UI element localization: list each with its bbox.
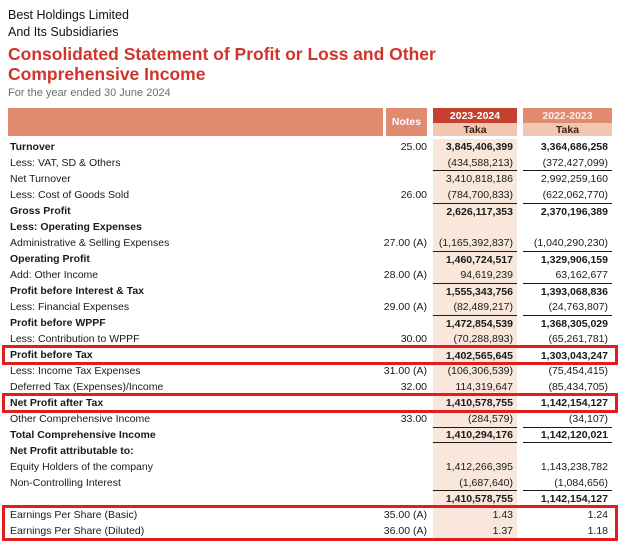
row-label: Less: Income Tax Expenses [10, 365, 141, 377]
row-notes: 33.00 [400, 413, 427, 425]
value-2023-2024: 3,845,406,399 [433, 139, 517, 155]
row-label: Less: Cost of Goods Sold [10, 189, 130, 201]
value-2022-2023: 1,142,120,021 [523, 427, 612, 443]
row-notes [386, 155, 427, 171]
row-label: Deferred Tax (Expenses)/Income [10, 381, 164, 393]
highlight-box-profit-before-tax [8, 347, 612, 363]
row-notes [386, 347, 427, 363]
row-notes: 28.00 (A) [383, 269, 427, 281]
table-row [8, 235, 612, 251]
row-notes: 32.00 [400, 381, 427, 393]
row-notes: 31.00 (A) [383, 365, 427, 377]
value-2023-2024: 1,410,578,755 [433, 395, 517, 411]
value-2023-2024: 94,619,239 [433, 267, 517, 283]
highlight-box-net-profit-after-tax [8, 395, 612, 411]
value-2023-2024: 1.43 [433, 507, 517, 523]
table-row [8, 315, 612, 331]
value-2022-2023: (372,427,099) [523, 155, 612, 171]
row-notes [386, 491, 427, 507]
row-label: Other Comprehensive Income [10, 413, 151, 425]
table-row [8, 411, 612, 427]
row-notes [386, 315, 427, 331]
value-2022-2023: (622,062,770) [542, 189, 608, 201]
table-row [8, 363, 612, 379]
profit-loss-table [8, 108, 612, 539]
value-2023-2024: (70,288,893) [433, 331, 517, 347]
value-2023-2024: (784,700,833) [433, 187, 517, 203]
value-2023-2024: (284,579) [433, 411, 517, 427]
value-2023-2024: (82,489,217) [433, 299, 517, 315]
header-label-cell [8, 108, 383, 136]
value-2023-2024: 1,460,724,517 [433, 251, 517, 267]
table-body [8, 139, 612, 539]
value-2022-2023: (75,454,415) [548, 365, 608, 377]
row-label: Add: Other Income [10, 269, 99, 281]
value-2023-2024: 2,626,117,353 [433, 203, 517, 219]
period-line: For the year ended 30 June 2024 [8, 87, 171, 99]
table-row [8, 523, 612, 539]
value-2022-2023: (24,763,807) [548, 301, 608, 313]
table-row [8, 139, 612, 155]
row-notes [386, 219, 427, 235]
value-2023-2024: (1,687,640) [433, 475, 517, 491]
row-notes [386, 203, 427, 219]
row-label: Earnings Per Share (Basic) [10, 509, 138, 521]
table-row [8, 331, 612, 347]
row-label: Profit before Tax [10, 349, 93, 361]
value-2023-2024: (106,306,539) [433, 363, 517, 379]
row-notes: 29.00 (A) [383, 301, 427, 313]
row-notes [386, 475, 427, 491]
row-notes: 25.00 [400, 141, 427, 153]
table-row [8, 299, 612, 315]
row-label [8, 491, 383, 507]
highlight-box-earnings-per-share [8, 507, 612, 539]
table-row [8, 267, 612, 283]
value-2023-2024: 1,402,565,645 [433, 347, 517, 363]
table-row [8, 251, 612, 267]
value-2023-2024: 114,319,647 [433, 379, 517, 395]
value-2023-2024: 1,410,578,755 [433, 491, 517, 507]
row-notes [386, 283, 427, 299]
value-2023-2024: 3,410,818,186 [433, 171, 517, 187]
table-row [8, 203, 612, 219]
header-currency-taka-1: Taka [433, 123, 517, 136]
row-label: Administrative & Selling Expenses [10, 237, 170, 249]
row-label: Total Comprehensive Income [10, 429, 156, 441]
row-notes: 26.00 [400, 189, 427, 201]
table-row [8, 347, 612, 363]
row-label: Less: Contribution to WPPF [10, 333, 140, 345]
table-row [8, 395, 612, 411]
document-header [0, 0, 620, 101]
row-label: Net Turnover [10, 173, 71, 185]
row-label: Gross Profit [10, 205, 71, 217]
row-label: Net Profit after Tax [10, 397, 104, 409]
row-label: Operating Profit [10, 253, 90, 265]
value-2022-2023: (85,434,705) [548, 381, 608, 393]
value-2023-2024: 1,472,854,539 [433, 315, 517, 331]
table-row [8, 459, 612, 475]
row-label: Profit before Interest & Tax [10, 285, 144, 297]
value-2022-2023: 1,142,154,127 [523, 395, 612, 411]
row-notes: 35.00 (A) [383, 509, 427, 521]
value-2023-2024: 1,555,343,756 [433, 283, 517, 299]
table-row [8, 171, 612, 187]
table-row [8, 219, 612, 235]
value-2022-2023: (1,084,656) [523, 475, 612, 491]
table-row [8, 491, 612, 507]
row-label: Non-Controlling Interest [10, 477, 121, 489]
table-row [8, 443, 612, 459]
table-row [8, 155, 612, 171]
statement-title: Consolidated Statement of Profit or Loss and Other Comprehensive Income [8, 44, 436, 84]
row-notes [386, 427, 427, 443]
value-2022-2023: 1,303,043,247 [523, 347, 612, 363]
value-2022-2023: (34,107) [568, 413, 608, 425]
row-notes: 30.00 [400, 333, 427, 345]
row-label: Net Profit attributable to: [10, 445, 134, 457]
value-2022-2023 [523, 219, 612, 235]
row-label: Equity Holders of the company [10, 461, 153, 473]
table-row [8, 187, 612, 203]
table-row [8, 283, 612, 299]
value-2023-2024: 1,412,266,395 [433, 459, 517, 475]
table-row [8, 507, 612, 523]
row-label: Less: Financial Expenses [10, 301, 130, 313]
value-2022-2023: 1,329,906,159 [523, 251, 612, 267]
value-2022-2023: 1,142,154,127 [523, 491, 612, 507]
row-label: Turnover [10, 141, 55, 153]
value-2022-2023: (1,040,290,230) [533, 237, 608, 249]
value-2022-2023: 1,393,068,836 [523, 283, 612, 299]
table-row [8, 427, 612, 443]
row-label: Profit before WPPF [10, 317, 106, 329]
value-2022-2023: 1.18 [587, 525, 608, 537]
subsidiaries-line: And Its Subsidiaries [8, 25, 119, 39]
value-2023-2024: (1,165,392,837) [433, 235, 517, 251]
value-2022-2023: 1,368,305,029 [523, 315, 612, 331]
table-row [8, 475, 612, 491]
row-notes [386, 395, 427, 411]
value-2022-2023 [523, 443, 612, 459]
row-label: Earnings Per Share (Diluted) [10, 525, 145, 537]
value-2022-2023: 2,992,259,160 [540, 173, 608, 185]
row-notes: 27.00 (A) [383, 237, 427, 249]
value-2023-2024: 1,410,294,176 [433, 427, 517, 443]
value-2023-2024: 1.37 [433, 523, 517, 539]
value-2023-2024 [433, 443, 517, 459]
header-currency-taka-2: Taka [523, 123, 612, 136]
row-label: Less: Operating Expenses [10, 221, 142, 233]
value-2022-2023: (65,261,781) [548, 333, 608, 345]
row-notes [386, 251, 427, 267]
header-year-2022-2023: 2022-2023 [523, 108, 612, 123]
value-2022-2023: 1,143,238,782 [540, 461, 608, 473]
table-header [8, 108, 612, 136]
company-name: Best Holdings Limited [8, 8, 129, 22]
value-2022-2023: 2,370,196,389 [523, 203, 612, 219]
value-2022-2023: 1.24 [587, 509, 608, 521]
row-notes: 36.00 (A) [383, 525, 427, 537]
header-year-2023-2024: 2023-2024 [433, 108, 517, 123]
row-label: Less: VAT, SD & Others [10, 157, 121, 169]
row-notes [386, 443, 427, 459]
value-2023-2024 [433, 219, 517, 235]
row-notes [386, 171, 427, 187]
value-2022-2023: 3,364,686,258 [540, 141, 608, 153]
header-notes-cell: Notes [386, 108, 427, 136]
row-notes [386, 459, 427, 475]
value-2022-2023: 63,162,677 [555, 269, 608, 281]
value-2023-2024: (434,588,213) [433, 155, 517, 171]
table-row [8, 379, 612, 395]
